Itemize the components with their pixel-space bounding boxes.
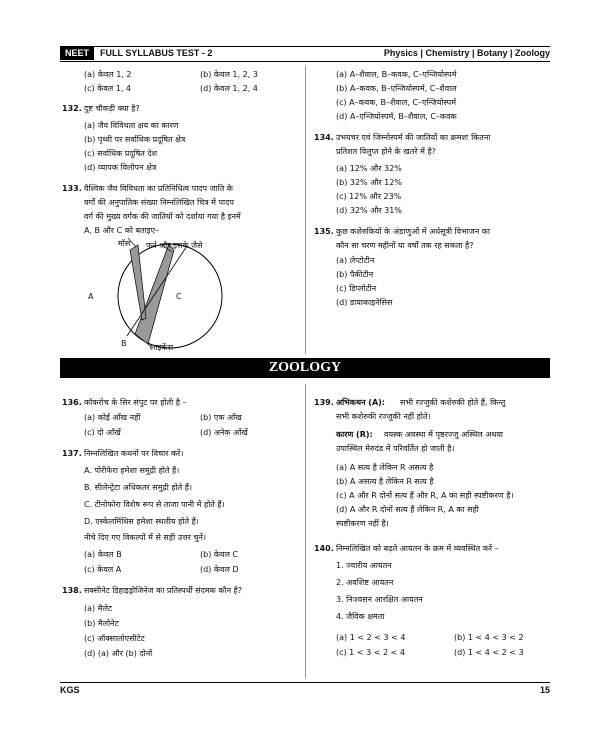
q135-option-a: (a) लेप्टोटीन	[336, 256, 375, 265]
q132-option-a: (a) जैव विविधता क्षय का कारण	[84, 121, 179, 130]
prev-option-b: (b) केवल 1, 2, 3	[200, 70, 258, 79]
q139-option-d: (d) A और R दोनों सत्य हैं लेकिन R, A का सही	[336, 505, 479, 514]
fern-label: फर्न और इसके जैसे	[146, 241, 203, 250]
q137-statement: C. टीनोफोरा विशेष रूप से ताजा पानी में होते हैं।	[84, 500, 225, 509]
section-title: ZOOLOGY	[268, 360, 342, 375]
q137-statement: A. पोरीफेरा हमेशा समुद्री होते हैं।	[84, 466, 180, 475]
q133-line: वर्गों की अनुपातिक संख्या निम्नलिखित चित्र में पादप	[84, 198, 234, 207]
q138-option-b: (b) मैलोनेट	[84, 619, 119, 628]
q137-statement: D. एस्केलमिंथिस हमेशा स्थलीय होते हैं।	[84, 517, 199, 526]
q140-item: 2. अवशिष्ट आयतन	[336, 578, 394, 587]
q137-prompt: नीचे दिए गए विकल्पों में से सही उत्तर चुनें।	[84, 533, 206, 542]
q134-option-b: (b) 32% और 12%	[336, 178, 402, 187]
q139-assertion-cont: सभी कशेरुकी रज्जुकी नहीं होते।	[336, 412, 431, 421]
q140-item: 3. निःश्वसन आरक्षित आयतन	[336, 595, 423, 604]
q133-line: A, B और C को बताइए–	[84, 226, 160, 235]
q138-option-d: (d) (a) और (b) दोनों	[84, 649, 153, 658]
column-divider-top	[305, 66, 306, 354]
q132-text: दुष्ट चौकड़ी क्या है?	[84, 104, 140, 113]
header-bottom-rule	[60, 61, 550, 62]
q137-number: 137.	[62, 449, 82, 458]
q138-option-c: (c) ऑक्सालोएसीटेट	[84, 634, 145, 643]
q137-text: निम्नलिखित कथनों पर विचार करें।	[84, 449, 184, 458]
q136-option-a: (a) कोई आँख नहीं	[84, 413, 141, 422]
q138-option-a: (a) मैलेट	[84, 604, 112, 613]
q134-option-a: (a) 12% और 32%	[336, 164, 402, 173]
q132-option-b: (b) पृथ्वी पर सर्वाधिक प्रदूषित क्षेत्र	[84, 135, 186, 144]
prev-option-a-right: (a) A–शैवाल, B–कवक, C–एन्जियोस्पर्म	[336, 70, 457, 79]
q136-option-b: (b) एक आँख	[200, 413, 242, 422]
q137-option-d: (d) केवल D	[200, 565, 239, 574]
q133-number: 133.	[62, 184, 82, 193]
column-divider-bottom	[305, 384, 306, 678]
prev-option-a: (a) केवल 1, 2	[84, 70, 132, 79]
q139-reason-cont: उपास्थिल मेरुदंड में परिवर्तित हो जाती है।	[336, 444, 455, 453]
q135-option-d: (d) डायाकाइनेसिस	[336, 298, 393, 307]
footer-rule	[60, 682, 550, 683]
q137-option-a: (a) केवल B	[84, 550, 122, 559]
q138-number: 138.	[62, 586, 82, 595]
q136-number: 136.	[62, 398, 82, 407]
q132-option-c: (c) सर्वाधिक प्रदूषित देश	[84, 149, 158, 158]
q139-option-c: (c) A और R दोनों सत्य हैं और R, A का सही स्पष्टीकरण है।	[336, 491, 514, 500]
q137-option-c: (c) केवल A	[84, 565, 122, 574]
lichen-label: लाइकेंस	[150, 343, 173, 352]
q133-line: वैश्विक जैव विविधता का प्रतिनिधित्व पादप जाति के	[84, 184, 233, 193]
exam-tag: NEET	[60, 46, 94, 60]
q134-number: 134.	[314, 133, 334, 142]
q134-option-d: (d) 32% और 31%	[336, 206, 402, 215]
q136-option-c: (c) दो आँखें	[84, 428, 121, 437]
label-a: A	[88, 292, 94, 301]
q133-line: वर्ग की मुख्य वर्गक की जातियों को दर्शाया गया है इनमें	[84, 212, 241, 221]
q140-option-a: (a) 1 < 2 < 3 < 4	[336, 633, 406, 642]
q132-number: 132.	[62, 104, 82, 113]
q134-line: उभयचर एवं जिम्नोस्पर्म की जातियों का क्रमशः कितना	[336, 133, 491, 142]
q137-option-b: (b) केवल C	[200, 550, 239, 559]
publisher-logo: KGS	[60, 685, 80, 695]
test-title: FULL SYLLABUS TEST - 2	[100, 48, 213, 58]
q135-line: कुछ कशेरुकियों के अंडाणुओं में अर्धसूत्री विभाजन का	[336, 227, 490, 236]
q140-option-c: (c) 1 < 3 < 2 < 4	[336, 648, 405, 657]
q139-number: 139.	[314, 398, 334, 407]
q134-option-c: (c) 12% और 23%	[336, 192, 402, 201]
q139-reason-label: कारण (R):	[336, 430, 373, 439]
prev-option-c: (c) केवल 1, 4	[84, 84, 132, 93]
q135-option-c: (c) डिप्लोटीन	[336, 284, 377, 293]
page-number: 15	[539, 685, 550, 695]
q140-item: 4. जैविक क्षमता	[336, 612, 385, 621]
q139-assertion-label: अभिकथन (A):	[336, 398, 385, 407]
prev-option-b-right: (b) A–कवक, B–एन्जियोस्पर्म, C–शैवाल	[336, 84, 457, 93]
prev-option-d-right: (d) A–एन्जियोस्पर्म, B–शैवाल, C–कवक	[336, 112, 457, 121]
q137-statement: B. सीलेन्ट्रेटा अधिकतर समुद्री होते हैं।	[84, 483, 193, 492]
q140-option-d: (d) 1 < 4 < 2 < 3	[454, 648, 524, 657]
q132-option-d: (d) व्यापक विलोपन क्षेत्र	[84, 163, 157, 172]
q140-item: 1. ज्वारीय आयतन	[336, 561, 392, 570]
label-b: B	[121, 339, 127, 348]
q140-text: निम्नलिखित को बढ़ते आयतन के क्रम में व्यवस्थित करें –	[336, 544, 499, 553]
label-c: C	[176, 292, 182, 301]
q136-option-d: (d) अनेक आँखें	[200, 428, 248, 437]
q139-option-a: (a) A सत्य है लेकिन R असत्य है	[336, 463, 434, 472]
q139-option-b: (b) A असत्य है लेकिन R सत्य है	[336, 477, 434, 486]
q136-text: कॉकरोच के सिर संपुट पर होती है –	[84, 398, 187, 407]
q138-text: सक्सीनेट डिहाइड्रोजिनेज का प्रतिस्पर्धी संदमक कौन है?	[84, 586, 243, 595]
q139-assertion: सभी रज्जुकी कशेरुकी होते हैं, किन्तु	[400, 398, 506, 407]
q135-number: 135.	[314, 227, 334, 236]
q140-option-b: (b) 1 < 4 < 3 < 2	[454, 633, 524, 642]
q139-option-d-cont: स्पष्टीकरण नहीं है।	[336, 519, 389, 528]
prev-option-d: (d) केवल 1, 2, 4	[200, 84, 258, 93]
q135-option-b: (b) पैकीटीन	[336, 270, 374, 279]
prev-option-c-right: (c) A–कवक, B–शैवाल, C–एन्जियोस्पर्म	[336, 98, 456, 107]
subjects-list: Physics | Chemistry | Botany | Zoology	[383, 48, 550, 58]
q140-number: 140.	[314, 544, 334, 553]
q135-line: कौन सा चरण महीनों या वर्षों तक रह सकता है?	[336, 241, 474, 250]
moss-label: मॉस	[118, 239, 131, 248]
moss-sector	[130, 245, 146, 320]
q134-line: प्रतिशत विलुप्त होने के खतरे में है?	[336, 147, 436, 156]
q139-reason: वयस्क अवस्था में पृष्ठरज्जु अस्थिल अथवा	[384, 430, 503, 439]
